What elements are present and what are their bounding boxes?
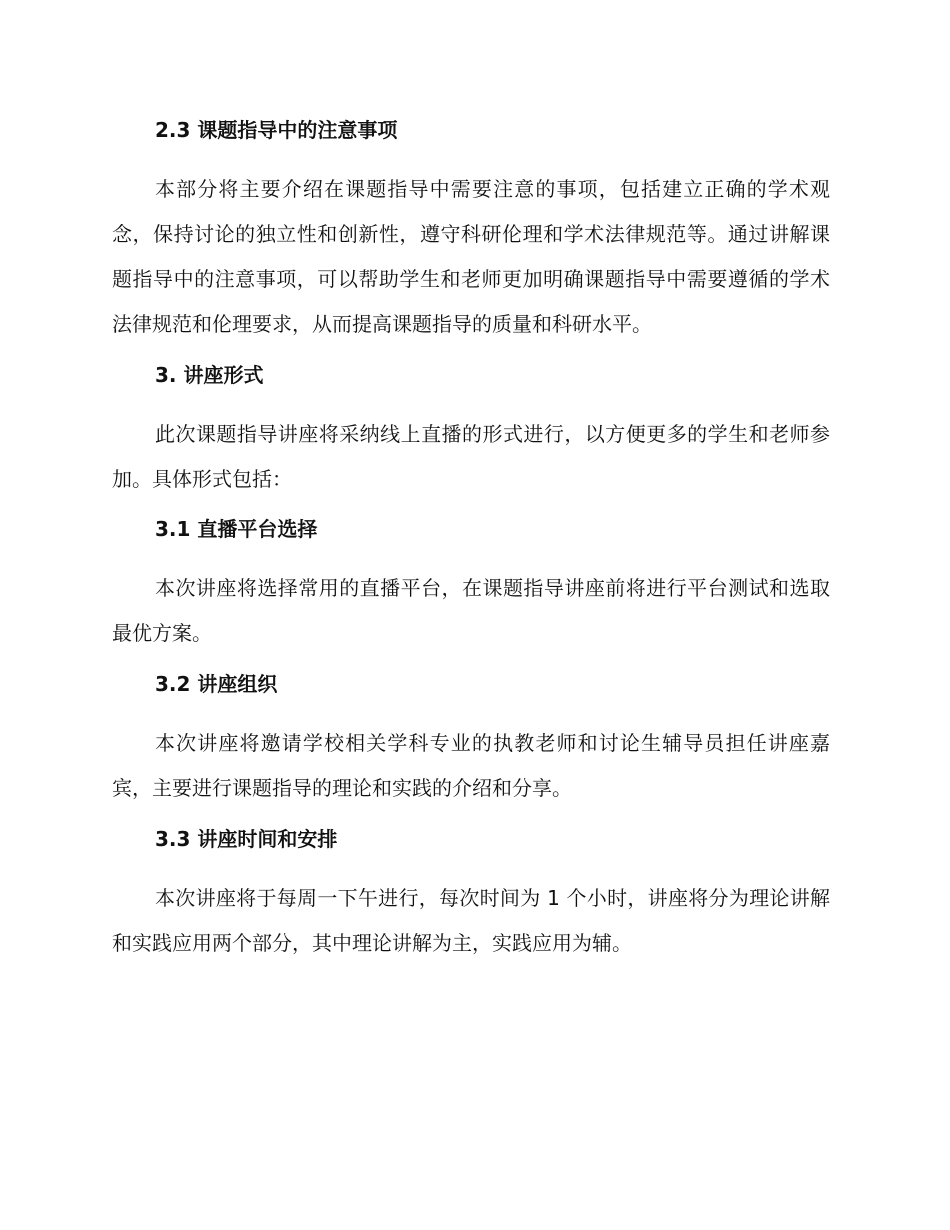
section-paragraph-3-2: 本次讲座将邀请学校相关学科专业的执教老师和讨论生辅导员担任讲座嘉宾，主要进行课题指导的理论和实践的介绍和分享。 — [112, 731, 830, 800]
section-heading-3-3: 3.3 讲座时间和安排 — [155, 827, 338, 851]
section-paragraph-3: 此次课题指导讲座将采纳线上直播的形式进行，以方便更多的学生和老师参加。具体形式包括： — [112, 422, 830, 491]
section-heading-3-2: 3.2 讲座组织 — [155, 672, 278, 696]
document-page — [112, 108, 830, 966]
section-paragraph-3-3: 本次讲座将于每周一下午进行，每次时间为 1 个小时，讲座将分为理论讲解和实践应用两个部分，其中理论讲解为主，实践应用为辅。 — [112, 886, 830, 955]
section-paragraph-3-1: 本次讲座将选择常用的直播平台，在课题指导讲座前将进行平台测试和选取最优方案。 — [112, 576, 830, 645]
section-heading-3-1: 3.1 直播平台选择 — [155, 517, 318, 541]
section-heading-3: 3. 讲座形式 — [155, 363, 264, 387]
section-paragraph-2-3: 本部分将主要介绍在课题指导中需要注意的事项，包括建立正确的学术观念，保持讨论的独立性和创新性，遵守科研伦理和学术法律规范等。通过讲解课题指导中的注意事项，可以帮助学生和老师更加明确课题指导中需要遵循的学术法律规范和伦理要求，从而提高课题指导的质量和科研水平。 — [112, 177, 830, 336]
section-heading-2-3: 2.3 课题指导中的注意事项 — [155, 118, 398, 142]
